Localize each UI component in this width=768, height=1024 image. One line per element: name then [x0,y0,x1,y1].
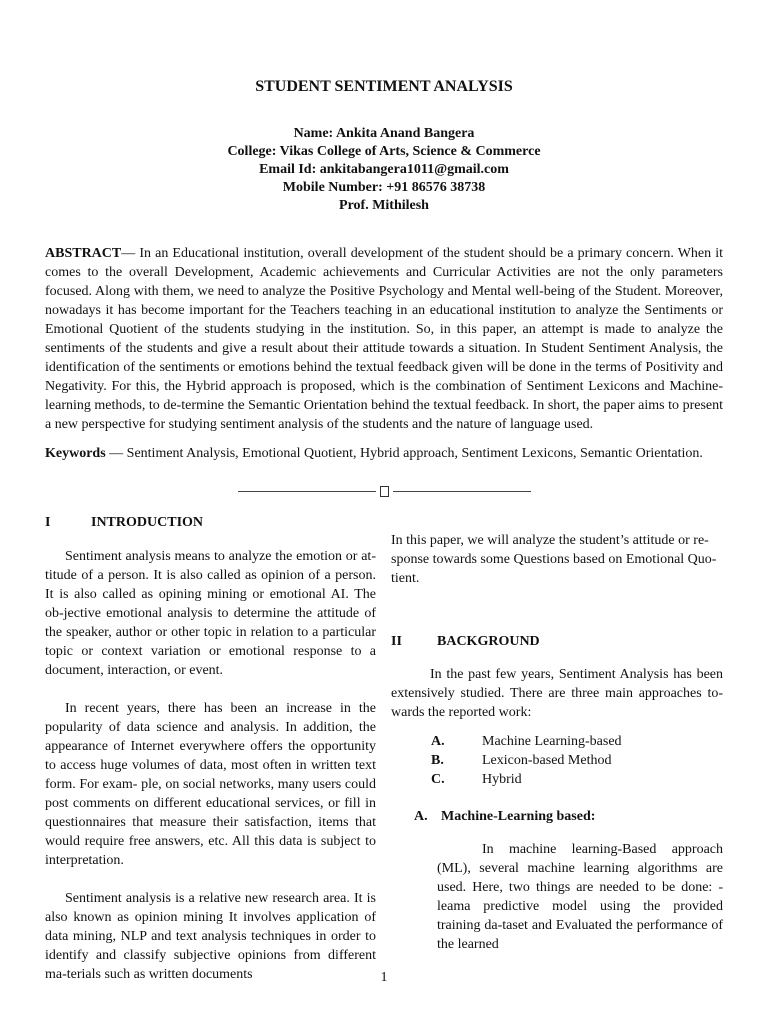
left-column [45,513,376,984]
background-intro-paragraph: In the past few years, Sentiment Analysis has been extensively studied. There are three main approaches to-wards the reported work: [391,667,723,720]
author-email: Email Id: ankitabangera1011@gmail.com [259,162,509,177]
intro-paragraph-1: Sentiment analysis means to analyze the emotion or at-titude of a person. It is also called as opinion of a person. It is also called as opining mining or emotional AI. The ob-jective emotional analysis to determine the attitude of the speaker, author or other topic in relation to a particular topic or context variation or emotional response to a document, interaction, or event. [45,549,376,678]
approaches-list [431,732,723,789]
section-heading-introduction [45,513,376,532]
intro-paragraph-3: Sentiment analysis is a relative new research area. It is also known as opinion mining It involves application of data mining, NLP and text analysis techniques in order to identify and classify subjective opinions from different ma-terials such as written documents [45,891,376,982]
intro-continued-paragraph: In this paper, we will analyze the student’s attitude or re-sponse towards some Questions based on Emotional Quo-tient. [391,533,717,586]
author-professor: Prof. Mithilesh [339,198,429,213]
author-block [0,125,768,215]
author-name: Name: Ankita Anand Bangera [293,126,475,141]
list-item: B. Lexicon-based Method [431,753,612,768]
placeholder-glyph-icon [380,486,389,497]
author-college: College: Vikas College of Arts, Science & Commerce [227,144,541,159]
right-column [391,531,723,954]
ml-paragraph: In machine learning-Based approach (ML), several machine learning algorithms are used. Here, two things are needed to be done: - leama predictive model using the provided training da-taset and Evaluated the performance of the learned [437,842,723,952]
list-item: A. Machine Learning-based [431,734,622,749]
abstract-label: ABSTRACT [45,246,122,261]
keywords [45,444,723,463]
subsection-heading-ml: A. Machine-Learning based: [414,809,596,824]
section-number: II [391,634,402,649]
section-separator [0,482,768,498]
page-number: 1 [380,970,388,985]
separator-line-right [393,491,531,492]
paper-title: STUDENT SENTIMENT ANALYSIS [255,78,513,95]
intro-paragraph-2: In recent years, there has been an increase in the popularity of data science and analysis. In addition, the appearance of Internet everywhere offers the opportunity to access huge volumes of data, most often in written text form. For exam- ple, on social networks, many users could post comments on different educational services, or fill in questionnaires that measure their satisfaction, items that would require free answers, etc. All this data is subject to interpretation. [45,701,376,868]
abstract [45,244,723,434]
list-item: C. Hybrid [431,772,522,787]
section-heading-background [391,632,723,651]
separator-line-left [238,491,376,492]
section-number: I [45,515,51,530]
author-mobile: Mobile Number: +91 86576 38738 [282,180,486,195]
section-title: BACKGROUND [437,634,540,649]
section-title: INTRODUCTION [91,515,204,530]
abstract-text: In an Educational institution, overall development of the student should be a primary concern. When it comes to the overall Development, Academic achievements and Curricular Activities are not the only parameters focused. Along with them, we need to analyze the Positive Psychology and Mental well-being of the Student. Moreover, nowadays it has become important for the Teachers teaching in an educational institution to analyze the Sentiments or Emotional Quotient of the students studying in the institution. So, in this paper, an attempt is made to analyze the sentiments of the students and give a result about their attitude towards a situation. In Student Sentiment Analysis, the identification of the sentiments or emotions behind the textual feedback given will be done in the terms of Positivity and Negativity. For this, the Hybrid approach is proposed, which is the combination of Sentiment Lexicons and Machine-learning methods, to de-termine the Semantic Orientation behind the textual feedback. In short, the paper aims to present a new perspective for studying sentiment analysis of the students and the nature of language used. [45,246,723,432]
keywords-text: — Sentiment Analysis, Emotional Quotient, Hybrid approach, Sentiment Lexicons, Semantic Orientation. [105,446,703,461]
keywords-label: Keywords [45,446,106,461]
abstract-dash: — [121,246,140,261]
